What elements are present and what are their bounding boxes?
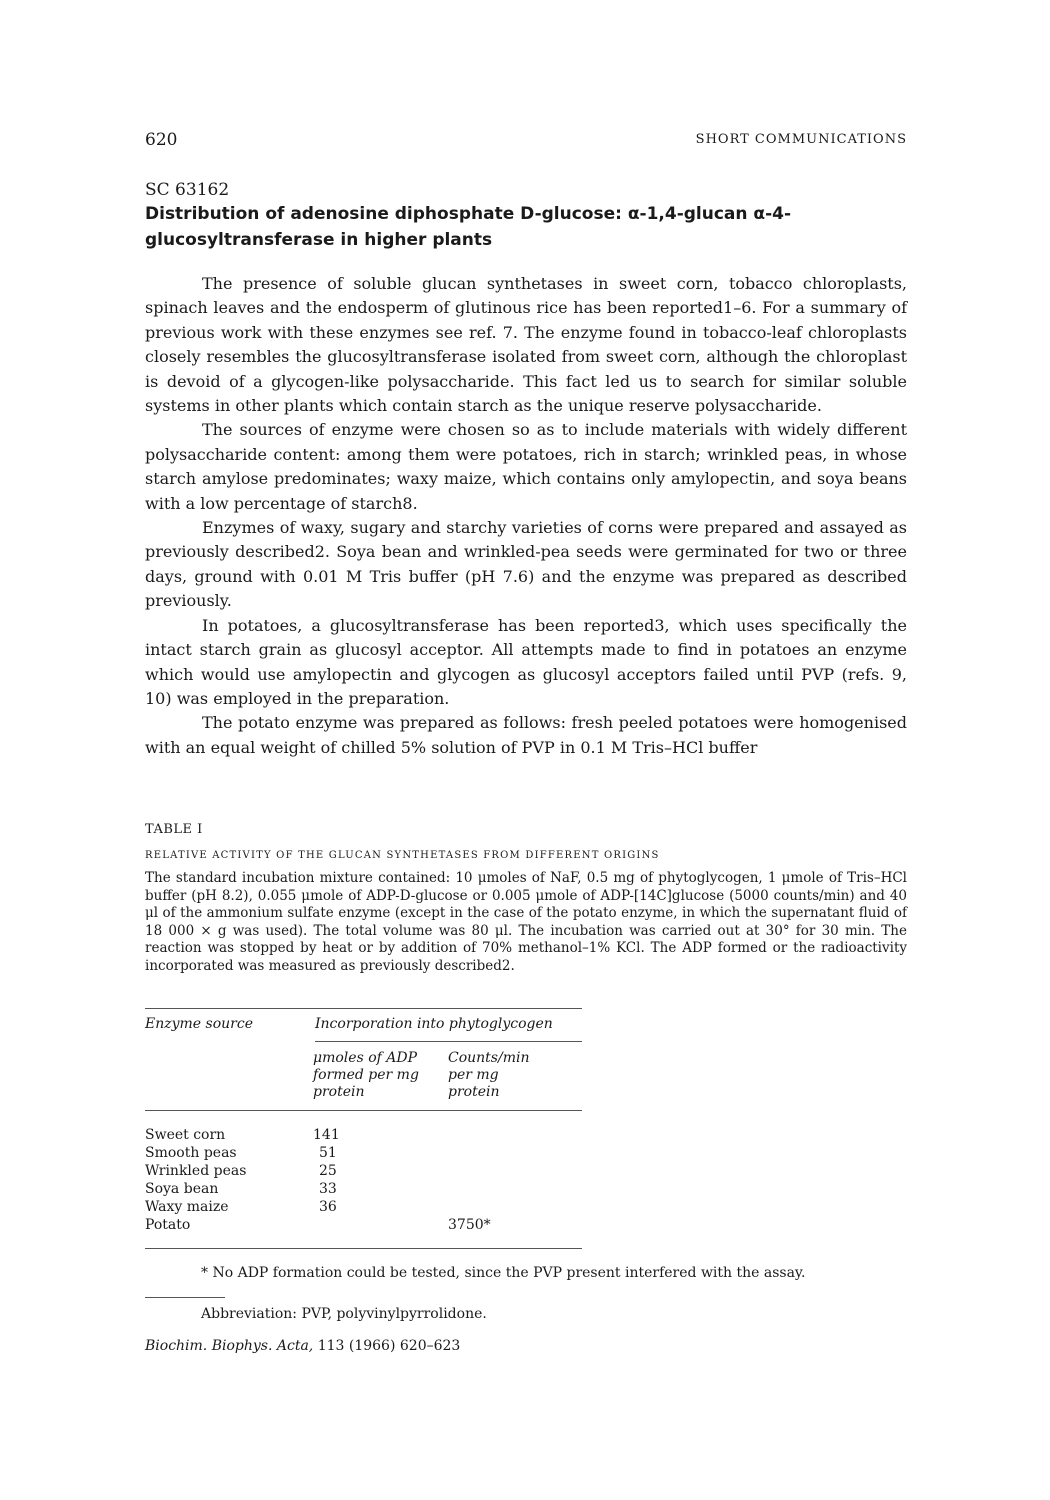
header-enzyme-source: Enzyme source (145, 1016, 253, 1032)
cell-source: Smooth peas (145, 1145, 237, 1161)
page-number: 620 (145, 130, 178, 150)
table-note: The standard incubation mixture contained: 10 μmoles of NaF, 0.5 mg of phytoglycogen, 1 μmole of Tris–HCl buffer (pH 8.2), 0.055 μmole of ADP-D-glucose or 0.005 μmole of ADP-[14C]glucose (5000 counts/min) and 40 μl of the ammonium sulfate enzyme (except in the case of the potato enzyme, in which the supernatant fluid of 18 000 × g was used). The total volume was 80 μl. The incubation was carried out at 30° for 30 min. The reaction was stopped by heat or by addition of 70% methanol–1% KCl. The ADP formed or the radioactivity incorporated was measured as previously described2. (145, 870, 907, 974)
abbreviation-note: Abbreviation: PVP, polyvinylpyrrolidone. (201, 1306, 487, 1322)
table-label: TABLE I (145, 822, 203, 837)
journal-name: Biochim. Biophys. Acta, (145, 1338, 314, 1354)
section-title: SHORT COMMUNICATIONS (695, 132, 907, 147)
body-text (145, 272, 907, 760)
table-caption: RELATIVE ACTIVITY OF THE GLUCAN SYNTHETASES FROM DIFFERENT ORIGINS (145, 850, 660, 861)
cell-adp: 33 (319, 1181, 337, 1197)
article-title: Distribution of adenosine diphosphate D-glucose: α-1,4-glucan α-4-glucosyltransferase in higher plants (145, 204, 792, 250)
table-top-rule (145, 1008, 582, 1009)
paragraph: The potato enzyme was prepared as follows: fresh peeled potatoes were homogenised with an equal weight of chilled 5% solution of PVP in 0.1 M Tris–HCl buffer (145, 713, 907, 757)
cell-adp: 141 (313, 1127, 340, 1143)
cell-source: Soya bean (145, 1181, 219, 1197)
table-footnote: * No ADP formation could be tested, since the PVP present interfered with the assay. (201, 1265, 806, 1281)
article-code: SC 63162 (145, 180, 230, 200)
cell-source: Waxy maize (145, 1199, 229, 1215)
cell-source: Potato (145, 1217, 191, 1233)
paragraph: The sources of enzyme were chosen so as to include materials with widely different polysaccharide content: among them were potatoes, rich in starch; wrinkled peas, in whose starch amylose predominates; waxy maize, which contains only amylopectin, and soya beans with a low percentage of starch8. (145, 420, 907, 513)
footnote-rule (145, 1297, 225, 1298)
paragraph: In potatoes, a glucosyltransferase has been reported3, which uses specifically the intact starch grain as glucosyl acceptor. All attempts made to find in potatoes an enzyme which would use amylopectin and glycogen as glucosyl acceptors failed until PVP (refs. 9, 10) was employed in the preparation. (145, 615, 907, 708)
paragraph: The presence of soluble glucan synthetases in sweet corn, tobacco chloroplasts, spinach leaves and the endosperm of glutinous rice has been reported1–6. For a summary of previous work with these enzymes see ref. 7. The enzyme found in tobacco-leaf chloroplasts closely resembles the glucosyltransferase isolated from sweet corn, although the chloroplast is devoid of a glycogen-like polysaccharide. This fact led us to search for similar soluble systems in other plants which contain starch as the unique reserve polysaccharide. (145, 274, 907, 416)
header-incorporation: Incorporation into phytoglycogen (315, 1016, 553, 1032)
cell-adp: 36 (319, 1199, 337, 1215)
cell-counts: 3750* (448, 1217, 491, 1233)
cell-adp: 51 (319, 1145, 337, 1161)
journal-volume: 113 (1966) 620–623 (317, 1338, 461, 1354)
header-bottom-rule (145, 1110, 582, 1111)
journal-citation (145, 1338, 460, 1354)
cell-source: Sweet corn (145, 1127, 226, 1143)
cell-source: Wrinkled peas (145, 1163, 247, 1179)
table-bottom-rule (145, 1248, 582, 1249)
group-rule (315, 1041, 582, 1042)
header-adp-formed: μmoles of ADP formed per mg protein (313, 1050, 419, 1100)
header-counts: Counts/min per mg protein (448, 1050, 530, 1100)
cell-adp: 25 (319, 1163, 337, 1179)
paragraph: Enzymes of waxy, sugary and starchy varieties of corns were prepared and assayed as previously described2. Soya bean and wrinkled-pea seeds were germinated for two or three days, ground with 0.01 M Tris buffer (pH 7.6) and the enzyme was prepared as described previously. (145, 518, 907, 611)
